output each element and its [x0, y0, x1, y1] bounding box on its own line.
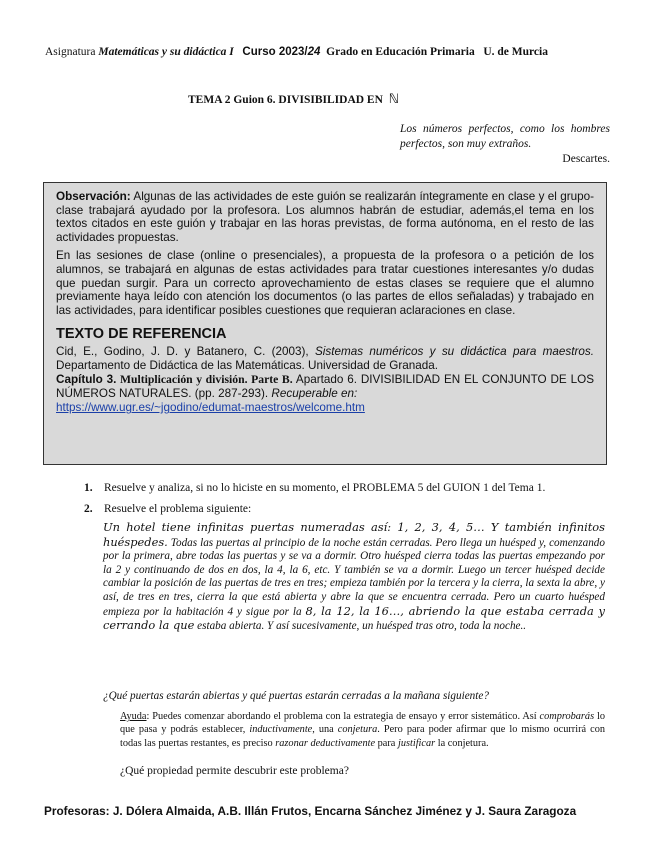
problem-body-1: Todas las puertas al principio de la noche están cerradas. Pero llega un huésped y, comenzando por la primera, abre todas las puertas y se va a dormir. Otro huésped cierra todas las puertas empezando por la 2 y continuando de dos en dos, la 4, la 6, etc. Y también se va a dormir. Luego un tercer huésped decide cambiar la posición de las puertas de tres en tres; empieza también por la tercera y la cierra, la sexta la abre, y así, de tres en tres, cierra la que está abierta y abre la que se encuentra cerrada. Pero un cuarto huésped empieza por la habitación 4 y sigue por la: [103, 536, 605, 618]
list-item: [84, 482, 545, 494]
reference-text: [56, 345, 594, 415]
help-text: lo que pasa y podrás establecer,: [120, 711, 605, 736]
epigraph-author: Descartes.: [562, 153, 610, 165]
reference-publisher: Departamento de Didáctica de las Matemáticas. Universidad de Granada.: [56, 359, 438, 373]
help-text: : Puedes comenzar abordando el problema con la estrategia de ensayo y error sistemático. Así: [146, 711, 540, 722]
reference-heading: TEXTO DE REFERENCIA: [56, 326, 227, 343]
help-text: . Pero para poder afirmar que lo mismo ocurrirá con todas las puertas restantes, es preciso: [120, 724, 605, 749]
help-emphasis: inductivamente: [249, 724, 313, 736]
help-emphasis: razonar deductivamente: [275, 737, 376, 749]
reference-section: Apartado 6. DIVISIBILIDAD EN EL CONJUNTO DE LOS NÚMEROS NATURALES. (pp. 287-293).: [56, 373, 594, 401]
help-emphasis: justificar: [397, 737, 436, 749]
observation-paragraph-2: En las sesiones de clase (online o presenciales), a propuesta de la profesora o a petición de los alumnos, se trabajará en algunas de estas actividades para tratar cuestiones interesantes y/o dudas que puedan surgir. Para un correcto aprovechamiento de estas clases se requiere que el alumno previamente haya leído con atención los documentos (o las partes de ellos señaladas) y trabajado en las actividades, para identificar posibles cuestiones que requieran aclaraciones en clase.: [56, 249, 594, 317]
help-paragraph: [120, 710, 605, 750]
reference-chapter: Capítulo 3.: [56, 373, 117, 387]
observation-paragraph-1: [56, 190, 594, 244]
item-number: 1.: [84, 482, 93, 494]
reference-chapter-title: Multiplicación y división. Parte B.: [116, 373, 293, 387]
help-text: la conjetura.: [435, 737, 489, 749]
university-name: U. de Murcia: [483, 46, 548, 58]
subject-prefix: Asignatura: [45, 46, 99, 58]
list-item: [84, 503, 251, 515]
naturals-symbol: ℕ: [388, 92, 400, 107]
epigraph-quote: Los números perfectos, como los hombres perfectos, son muy extraños.: [400, 123, 610, 150]
help-text: , una: [312, 724, 338, 736]
page-footer: Profesoras: J. Dólera Almaida, A.B. Illán Frutos, Encarna Sánchez Jiménez y J. Saura Zaragoza: [44, 804, 577, 818]
problem-question: ¿Qué puertas estarán abiertas y qué puertas estarán cerradas a la mañana siguiente?: [103, 690, 489, 702]
reference-authors: Cid, E., Godino, J. D. y Batanero, C. (2003),: [56, 345, 316, 359]
help-emphasis: conjetura: [337, 724, 378, 736]
item-number: 2.: [84, 503, 93, 515]
course-year-end: 24: [307, 46, 321, 58]
observation-label: Observación:: [56, 190, 131, 203]
problem-body-2: estaba abierta. Y así sucesivamente, un huésped tras otro, toda la noche..: [194, 620, 527, 633]
title-text: TEMA 2 Guion 6. DIVISIBILIDAD EN: [188, 94, 383, 106]
subject-name: Matemáticas y su didáctica I: [98, 46, 234, 58]
problem-first-line: Un hotel tiene infinitas puertas numeradas así: 1, 2, 3, 4, 5… Y también infinitos huéspedes.: [103, 520, 605, 549]
page-header: [45, 46, 615, 58]
observation-text-1: Algunas de las actividades de este guión se realizarán íntegramente en clase y el grupo-clase trabajará ayudado por la profesora. Los alumnos habrán de estudiar, además,el tema en los textos citados en este guión y trabajar en las horas previstas, de forma autónoma, en el resto de las actividades propuestas.: [56, 190, 594, 244]
page-title: [188, 92, 399, 107]
item-text: Resuelve el problema siguiente:: [104, 503, 252, 515]
problem-statement: [103, 521, 605, 634]
problem-highlight-2: 8, la 12, la 16…, abriendo la que estaba cerrada y cerrando la que: [103, 603, 605, 633]
property-question: ¿Qué propiedad permite descubrir este problema?: [120, 765, 349, 777]
degree-name: Grado en Educación Primaria: [326, 46, 475, 58]
observation-box: [43, 182, 607, 465]
reference-url-link[interactable]: https://www.ugr.es/~jgodino/edumat-maestros/welcome.htm: [56, 401, 365, 415]
help-text: para: [375, 737, 398, 749]
course-label: Curso 2023/: [242, 46, 308, 58]
help-emphasis: comprobarás: [539, 711, 595, 722]
item-text: Resuelve y analiza, si no lo hiciste en su momento, el PROBLEMA 5 del GUION 1 del Tema 1.: [104, 482, 546, 494]
help-label: Ayuda: [120, 711, 147, 722]
reference-book-title: Sistemas numéricos y su didáctica para maestros.: [315, 345, 594, 359]
reference-available: Recuperable en:: [271, 387, 358, 401]
